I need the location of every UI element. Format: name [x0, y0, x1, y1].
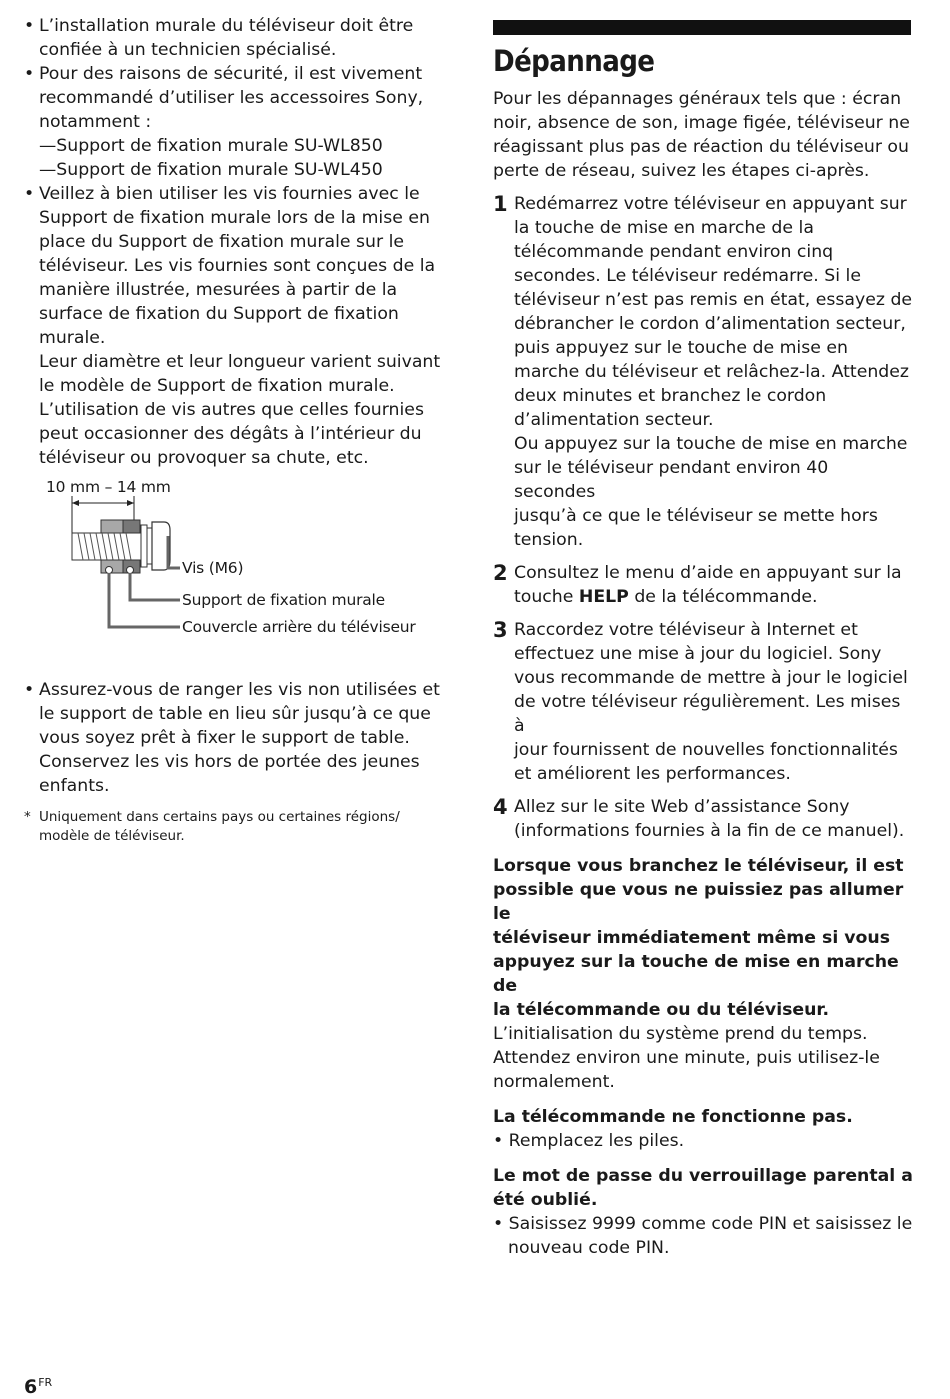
step-4: 4 Allez sur le site Web d’assistance Sony (informations fournies à la fin de ce manuel).	[493, 795, 905, 841]
footnote-marker: *	[24, 809, 31, 825]
bullet-wall-install: • L’installation murale du téléviseur doit être confiée à un technicien spécialisé.	[24, 14, 444, 62]
page-number: $6^{FR}$	[24, 1376, 53, 1398]
step-number: 3	[493, 618, 508, 642]
remote-issue-title: La télécommande ne fonctionne pas.	[493, 1107, 853, 1127]
step-number: 2	[493, 561, 508, 585]
heading-bar	[493, 20, 911, 35]
left-column	[24, 14, 444, 846]
label-wall-bracket: Support de fixation murale	[182, 591, 385, 609]
label-screw: Vis (M6)	[182, 559, 244, 577]
remote-issue-body: • Remplacez les piles.	[493, 1131, 685, 1151]
power-issue-body: L’initialisation du système prend du temps. Attendez environ une minute, puis utilisez-le normalement.	[493, 1024, 880, 1092]
help-key: HELP	[578, 587, 629, 607]
bullet-sony-accessories: • Pour des raisons de sécurité, il est vivement recommandé d’utiliser les accessoires Sony, notamment :	[24, 62, 444, 134]
intro-paragraph: Pour les dépannages généraux tels que : écran noir, absence de son, image figée, téléviseur ne réagissant plus pas de réaction du téléviseur ou perte de réseau, suivez les étapes ci-après.	[493, 89, 910, 181]
pin-issue-title: Le mot de passe du verrouillage parental a été oublié.	[493, 1166, 913, 1210]
power-issue-section	[493, 854, 913, 1094]
step-3: 3 Raccordez votre téléviseur à Internet et effectuez une mise à jour du logiciel. Sony vous recommande de mettre à jour le logiciel de votre téléviseur régulièrement. Les mises à jour fournissent de nouvelles fonctionnalités et améliorent les performances.	[493, 618, 908, 784]
power-issue-title: Lorsque vous branchez le téléviseur, il est possible que vous ne puissiez pas allumer le téléviseur immédiatement même si vous appuyez sur la touche de mise en marche de la télécommande ou du téléviseur.	[493, 856, 904, 1020]
footnote: * Uniquement dans certains pays ou certaines régions/ modèle de téléviseur.	[24, 809, 400, 844]
step-number: 1	[493, 192, 508, 216]
bullet-screws: • Veillez à bien utiliser les vis fournies avec le Support de fixation murale lors de la mise en place du Support de fixation murale sur le téléviseur. Les vis fournies sont conçues de la manière illustrée, mesurées à partir de la surface de fixation du Support de fixation murale. Leur diamètre et leur longueur varient suivant le modèle de Support de fixation murale. L’utilisation de vis autres que celles fournies peut occasionner des dégâts à l’intérieur du téléviseur ou provoquer sa chute, etc.	[24, 182, 444, 470]
section-heading: Dépannage	[493, 44, 655, 78]
step-2: 2 Consultez le menu d’aide en appuyant sur la touche HELP de la télécommande.	[493, 561, 902, 607]
pin-issue-section	[493, 1164, 913, 1260]
accessory-su-wl450: —Support de fixation murale SU-WL450	[39, 160, 383, 180]
screw-illustration	[24, 478, 444, 678]
remote-issue-section	[493, 1105, 913, 1153]
bullet-store-screws: • Assurez-vous de ranger les vis non utilisées et le support de table en lieu sûr jusqu’à ce que vous soyez prêt à fixer le support de table. Conservez les vis hors de portée des jeunes enfants.	[24, 678, 444, 798]
right-column	[493, 14, 913, 1260]
label-rear-cover: Couvercle arrière du téléviseur	[182, 618, 416, 636]
step-number: 4	[493, 795, 508, 819]
language-code: FR	[38, 1376, 53, 1389]
screw-diagram	[24, 478, 444, 678]
step-1: 1 Redémarrez votre téléviseur en appuyant sur la touche de mise en marche de la télécommande pendant environ cinq secondes. Le téléviseur redémarre. Si le téléviseur n’est pas remis en état, essayez de débrancher le cordon d’alimentation secteur, puis appuyez sur le touche de mise en marche du téléviseur et relâchez-la. Attendez deux minutes et branchez le cordon d’alimentation secteur. Ou appuyez sur la touche de mise en marche sur le téléviseur pendant environ 40 secondes jusqu’à ce que le téléviseur se mette hors tension.	[493, 192, 913, 550]
pin-issue-body: • Saisissez 9999 comme code PIN et saisissez le nouveau code PIN.	[493, 1214, 913, 1258]
dimension-label: 10 mm – 14 mm	[46, 478, 171, 496]
accessory-su-wl850: —Support de fixation murale SU-WL850	[39, 136, 383, 156]
